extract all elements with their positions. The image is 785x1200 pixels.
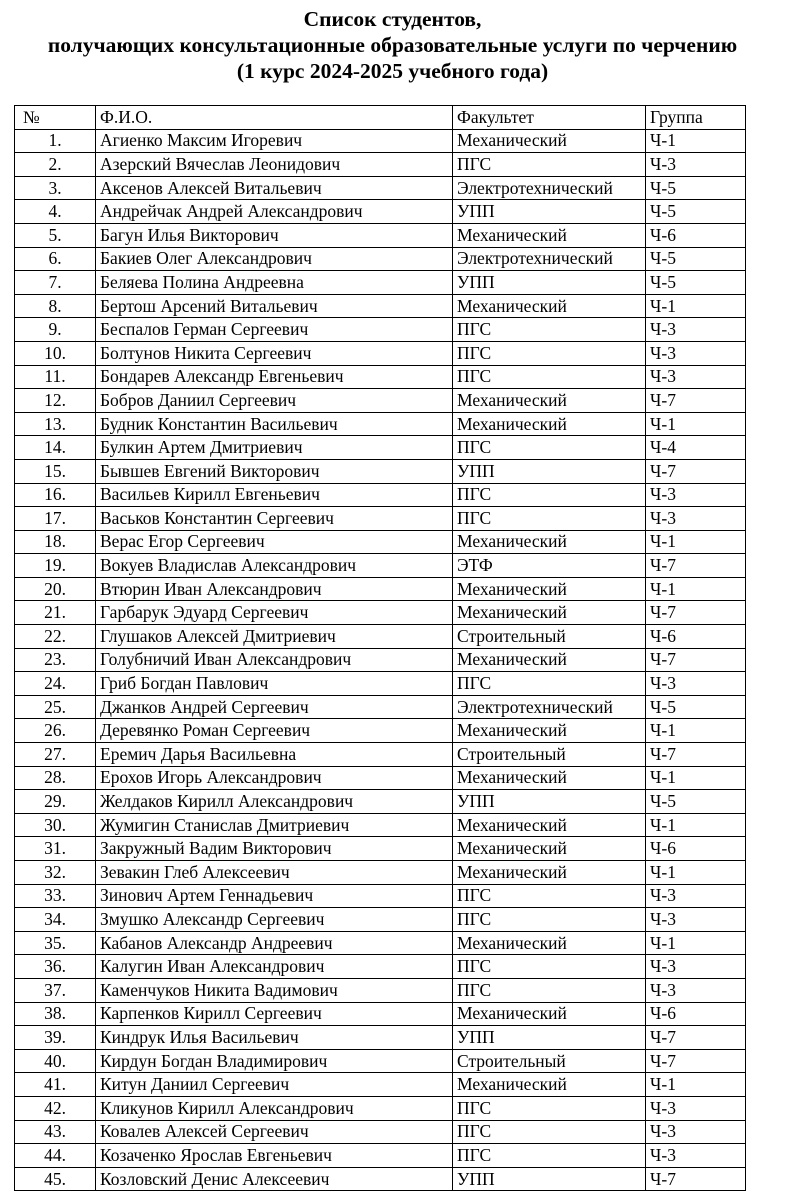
faculty: Механический	[453, 601, 646, 625]
faculty: ПГС	[453, 436, 646, 460]
row-number: 10.	[15, 341, 96, 365]
group: Ч-3	[646, 365, 746, 389]
faculty: УПП	[453, 1026, 646, 1050]
group: Ч-6	[646, 223, 746, 247]
group: Ч-3	[646, 483, 746, 507]
group: Ч-7	[646, 601, 746, 625]
group: Ч-4	[646, 436, 746, 460]
group: Ч-3	[646, 341, 746, 365]
group: Ч-5	[646, 176, 746, 200]
row-number: 38.	[15, 1002, 96, 1026]
table-row	[15, 695, 746, 719]
table-row	[15, 884, 746, 908]
row-number: 32.	[15, 861, 96, 885]
row-number: 26.	[15, 719, 96, 743]
group: Ч-1	[646, 766, 746, 790]
faculty: УПП	[453, 271, 646, 295]
header-group: Группа	[646, 106, 746, 130]
student-name: Булкин Артем Дмитриевич	[96, 436, 453, 460]
faculty: ПГС	[453, 153, 646, 177]
faculty: УПП	[453, 1167, 646, 1191]
student-name: Бондарев Александр Евгеньевич	[96, 365, 453, 389]
table-row	[15, 200, 746, 224]
student-name: Васьков Константин Сергеевич	[96, 507, 453, 531]
faculty: Механический	[453, 1002, 646, 1026]
table-row	[15, 554, 746, 578]
faculty: Строительный	[453, 1049, 646, 1073]
table-row	[15, 271, 746, 295]
faculty: ПГС	[453, 365, 646, 389]
table-row	[15, 1073, 746, 1097]
group: Ч-6	[646, 625, 746, 649]
faculty: Электротехнический	[453, 695, 646, 719]
group: Ч-3	[646, 153, 746, 177]
student-name: Болтунов Никита Сергеевич	[96, 341, 453, 365]
table-row	[15, 294, 746, 318]
table-row	[15, 790, 746, 814]
group: Ч-5	[646, 695, 746, 719]
table-row	[15, 129, 746, 153]
table-header-row	[15, 106, 746, 130]
student-name: Бобров Даниил Сергеевич	[96, 389, 453, 413]
document-title	[0, 6, 785, 84]
student-name: Джанков Андрей Сергеевич	[96, 695, 453, 719]
table-row	[15, 412, 746, 436]
row-number: 17.	[15, 507, 96, 531]
faculty: ПГС	[453, 1096, 646, 1120]
header-number: №	[15, 106, 96, 130]
student-name: Еремич Дарья Васильевна	[96, 743, 453, 767]
table-row	[15, 153, 746, 177]
row-number: 9.	[15, 318, 96, 342]
row-number: 3.	[15, 176, 96, 200]
table-row	[15, 1096, 746, 1120]
row-number: 30.	[15, 813, 96, 837]
group: Ч-1	[646, 1073, 746, 1097]
student-name: Козловский Денис Алексеевич	[96, 1167, 453, 1191]
row-number: 42.	[15, 1096, 96, 1120]
student-name: Беспалов Герман Сергеевич	[96, 318, 453, 342]
student-name: Агиенко Максим Игоревич	[96, 129, 453, 153]
faculty: ПГС	[453, 955, 646, 979]
row-number: 2.	[15, 153, 96, 177]
student-name: Верас Егор Сергеевич	[96, 530, 453, 554]
row-number: 25.	[15, 695, 96, 719]
table-row	[15, 931, 746, 955]
row-number: 41.	[15, 1073, 96, 1097]
faculty: Механический	[453, 813, 646, 837]
table-row	[15, 601, 746, 625]
table-row	[15, 1002, 746, 1026]
title-line-3: (1 курс 2024-2025 учебного года)	[236, 59, 549, 83]
row-number: 19.	[15, 554, 96, 578]
row-number: 27.	[15, 743, 96, 767]
faculty: Механический	[453, 412, 646, 436]
row-number: 15.	[15, 459, 96, 483]
table-row	[15, 1144, 746, 1168]
table-row	[15, 247, 746, 271]
table-row	[15, 223, 746, 247]
faculty: ПГС	[453, 507, 646, 531]
group: Ч-6	[646, 1002, 746, 1026]
title-line-1: Список студентов,	[303, 7, 482, 31]
student-name: Андрейчак Андрей Александрович	[96, 200, 453, 224]
group: Ч-1	[646, 577, 746, 601]
row-number: 28.	[15, 766, 96, 790]
student-name: Жумигин Станислав Дмитриевич	[96, 813, 453, 837]
row-number: 31.	[15, 837, 96, 861]
group: Ч-5	[646, 200, 746, 224]
group: Ч-3	[646, 955, 746, 979]
row-number: 11.	[15, 365, 96, 389]
student-name: Кликунов Кирилл Александрович	[96, 1096, 453, 1120]
table-row	[15, 436, 746, 460]
faculty: Механический	[453, 837, 646, 861]
student-name: Зевакин Глеб Алексеевич	[96, 861, 453, 885]
row-number: 13.	[15, 412, 96, 436]
faculty: Механический	[453, 931, 646, 955]
student-name: Ковалев Алексей Сергеевич	[96, 1120, 453, 1144]
header-faculty: Факультет	[453, 106, 646, 130]
row-number: 7.	[15, 271, 96, 295]
group: Ч-7	[646, 1167, 746, 1191]
faculty: Механический	[453, 223, 646, 247]
table-row	[15, 813, 746, 837]
faculty: Механический	[453, 530, 646, 554]
group: Ч-1	[646, 861, 746, 885]
faculty: Механический	[453, 129, 646, 153]
header-full-name: Ф.И.О.	[96, 106, 453, 130]
student-name: Деревянко Роман Сергеевич	[96, 719, 453, 743]
student-name: Беляева Полина Андреевна	[96, 271, 453, 295]
group: Ч-3	[646, 672, 746, 696]
student-name: Калугин Иван Александрович	[96, 955, 453, 979]
row-number: 29.	[15, 790, 96, 814]
row-number: 12.	[15, 389, 96, 413]
faculty: ПГС	[453, 483, 646, 507]
student-name: Аксенов Алексей Витальевич	[96, 176, 453, 200]
row-number: 36.	[15, 955, 96, 979]
row-number: 4.	[15, 200, 96, 224]
student-name: Закружный Вадим Викторович	[96, 837, 453, 861]
table-row	[15, 837, 746, 861]
group: Ч-1	[646, 294, 746, 318]
table-row	[15, 1026, 746, 1050]
table-row	[15, 1049, 746, 1073]
group: Ч-1	[646, 530, 746, 554]
student-name: Змушко Александр Сергеевич	[96, 908, 453, 932]
faculty: ПГС	[453, 978, 646, 1002]
faculty: УПП	[453, 459, 646, 483]
table-body	[15, 129, 746, 1191]
group: Ч-3	[646, 1096, 746, 1120]
group: Ч-5	[646, 271, 746, 295]
table-row	[15, 530, 746, 554]
student-name: Бертош Арсений Витальевич	[96, 294, 453, 318]
group: Ч-3	[646, 884, 746, 908]
faculty: Строительный	[453, 625, 646, 649]
table-row	[15, 719, 746, 743]
row-number: 1.	[15, 129, 96, 153]
student-name: Вокуев Владислав Александрович	[96, 554, 453, 578]
student-name: Голубничий Иван Александрович	[96, 648, 453, 672]
student-name: Глушаков Алексей Дмитриевич	[96, 625, 453, 649]
table-row	[15, 176, 746, 200]
table-row	[15, 483, 746, 507]
faculty: УПП	[453, 790, 646, 814]
faculty: ПГС	[453, 318, 646, 342]
group: Ч-6	[646, 837, 746, 861]
faculty: Механический	[453, 719, 646, 743]
faculty: Механический	[453, 1073, 646, 1097]
student-name: Карпенков Кирилл Сергеевич	[96, 1002, 453, 1026]
faculty: Механический	[453, 577, 646, 601]
table-row	[15, 318, 746, 342]
group: Ч-7	[646, 1026, 746, 1050]
faculty: Электротехнический	[453, 176, 646, 200]
student-name: Киндрук Илья Васильевич	[96, 1026, 453, 1050]
row-number: 40.	[15, 1049, 96, 1073]
table-row	[15, 648, 746, 672]
row-number: 23.	[15, 648, 96, 672]
group: Ч-3	[646, 318, 746, 342]
group: Ч-1	[646, 129, 746, 153]
row-number: 22.	[15, 625, 96, 649]
group: Ч-3	[646, 1144, 746, 1168]
student-name: Втюрин Иван Александрович	[96, 577, 453, 601]
group: Ч-1	[646, 719, 746, 743]
row-number: 35.	[15, 931, 96, 955]
table-row	[15, 672, 746, 696]
table-row	[15, 978, 746, 1002]
table-row	[15, 389, 746, 413]
table-row	[15, 365, 746, 389]
faculty: ЭТФ	[453, 554, 646, 578]
table-row	[15, 861, 746, 885]
student-name: Бакиев Олег Александрович	[96, 247, 453, 271]
table-row	[15, 625, 746, 649]
student-name: Гриб Богдан Павлович	[96, 672, 453, 696]
faculty: УПП	[453, 200, 646, 224]
group: Ч-7	[646, 743, 746, 767]
table-row	[15, 908, 746, 932]
table-row	[15, 955, 746, 979]
row-number: 18.	[15, 530, 96, 554]
group: Ч-3	[646, 1120, 746, 1144]
table-row	[15, 577, 746, 601]
faculty: ПГС	[453, 884, 646, 908]
student-name: Кабанов Александр Андреевич	[96, 931, 453, 955]
students-table	[14, 105, 746, 1191]
faculty: ПГС	[453, 908, 646, 932]
row-number: 37.	[15, 978, 96, 1002]
student-name: Желдаков Кирилл Александрович	[96, 790, 453, 814]
row-number: 33.	[15, 884, 96, 908]
row-number: 43.	[15, 1120, 96, 1144]
student-name: Козаченко Ярослав Евгеньевич	[96, 1144, 453, 1168]
table-row	[15, 766, 746, 790]
student-name: Каменчуков Никита Вадимович	[96, 978, 453, 1002]
row-number: 20.	[15, 577, 96, 601]
faculty: Механический	[453, 861, 646, 885]
table-row	[15, 743, 746, 767]
student-name: Зинович Артем Геннадьевич	[96, 884, 453, 908]
row-number: 34.	[15, 908, 96, 932]
group: Ч-5	[646, 790, 746, 814]
row-number: 16.	[15, 483, 96, 507]
row-number: 39.	[15, 1026, 96, 1050]
group: Ч-7	[646, 389, 746, 413]
student-name: Бывшев Евгений Викторович	[96, 459, 453, 483]
student-name: Будник Константин Васильевич	[96, 412, 453, 436]
group: Ч-3	[646, 908, 746, 932]
table-row	[15, 507, 746, 531]
group: Ч-3	[646, 978, 746, 1002]
table-row	[15, 459, 746, 483]
faculty: ПГС	[453, 341, 646, 365]
student-name: Китун Даниил Сергеевич	[96, 1073, 453, 1097]
student-name: Васильев Кирилл Евгеньевич	[96, 483, 453, 507]
group: Ч-1	[646, 813, 746, 837]
row-number: 44.	[15, 1144, 96, 1168]
faculty: Механический	[453, 294, 646, 318]
faculty: ПГС	[453, 1120, 646, 1144]
row-number: 24.	[15, 672, 96, 696]
row-number: 6.	[15, 247, 96, 271]
student-name: Багун Илья Викторович	[96, 223, 453, 247]
faculty: ПГС	[453, 672, 646, 696]
faculty: ПГС	[453, 1144, 646, 1168]
row-number: 8.	[15, 294, 96, 318]
faculty: Механический	[453, 766, 646, 790]
group: Ч-1	[646, 412, 746, 436]
table-row	[15, 1167, 746, 1191]
student-name: Гарбарук Эдуард Сергеевич	[96, 601, 453, 625]
group: Ч-7	[646, 459, 746, 483]
group: Ч-3	[646, 507, 746, 531]
row-number: 21.	[15, 601, 96, 625]
title-line-2: получающих консультационные образовательные услуги по черчению	[47, 33, 738, 57]
row-number: 5.	[15, 223, 96, 247]
row-number: 14.	[15, 436, 96, 460]
group: Ч-7	[646, 648, 746, 672]
student-name: Ерохов Игорь Александрович	[96, 766, 453, 790]
table-row	[15, 341, 746, 365]
faculty: Строительный	[453, 743, 646, 767]
faculty: Механический	[453, 648, 646, 672]
faculty: Механический	[453, 389, 646, 413]
faculty: Электротехнический	[453, 247, 646, 271]
group: Ч-5	[646, 247, 746, 271]
group: Ч-7	[646, 1049, 746, 1073]
group: Ч-1	[646, 931, 746, 955]
row-number: 45.	[15, 1167, 96, 1191]
group: Ч-7	[646, 554, 746, 578]
table-row	[15, 1120, 746, 1144]
student-name: Азерский Вячеслав Леонидович	[96, 153, 453, 177]
student-name: Кирдун Богдан Владимирович	[96, 1049, 453, 1073]
